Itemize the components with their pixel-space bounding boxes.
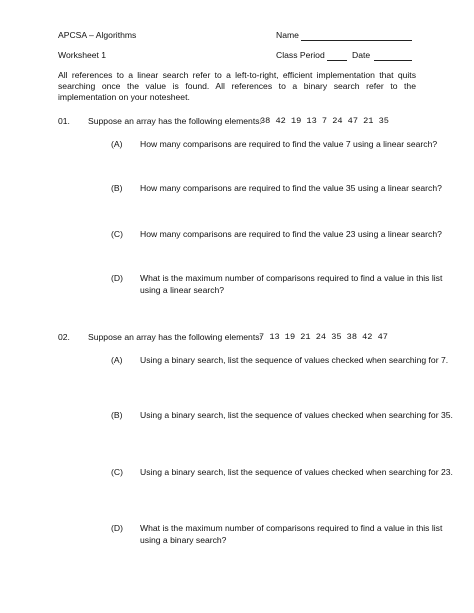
q1-number: 01. — [58, 116, 70, 126]
q2-part-text: Using a binary search, list the sequence of values checked when searching for 35. — [140, 410, 453, 420]
course-title: APCSA – Algorithms — [58, 30, 137, 40]
q1-part-text-line2: using a linear search? — [140, 285, 225, 295]
class-period-label: Class Period — [276, 50, 325, 60]
q1-part-label: (A) — [111, 139, 123, 149]
instructions: All references to a linear search refer to a left-to-right, efficient implementation that quits searching once the value is found. All references to a binary search refer to the implementation on your notesheet. — [58, 70, 416, 102]
date-blank[interactable] — [374, 60, 412, 61]
name-blank[interactable] — [301, 40, 412, 41]
q2-part-label: (A) — [111, 355, 123, 365]
class-period-blank[interactable] — [327, 60, 347, 61]
date-label: Date — [352, 50, 371, 60]
q2-prompt: Suppose an array has the following elements: — [88, 332, 262, 342]
q2-part-text: Using a binary search, list the sequence of values checked when searching for 23. — [140, 467, 453, 477]
name-label: Name — [276, 30, 299, 40]
q2-number: 02. — [58, 332, 70, 342]
q1-part-text: How many comparisons are required to find the value 35 using a linear search? — [140, 183, 442, 193]
q1-part-label: (D) — [111, 273, 123, 283]
q2-part-text-line1: What is the maximum number of comparisons required to find a value in this list — [140, 523, 443, 533]
q1-array: 38 42 19 13 7 24 47 21 35 — [260, 116, 389, 126]
q1-part-text: How many comparisons are required to find the value 23 using a linear search? — [140, 229, 442, 239]
q1-prompt: Suppose an array has the following elements: — [88, 116, 262, 126]
q1-part-text: How many comparisons are required to find the value 7 using a linear search? — [140, 139, 438, 149]
q2-part-label: (D) — [111, 523, 123, 533]
q1-part-text-line1: What is the maximum number of comparisons required to find a value in this list — [140, 273, 443, 283]
q2-part-label: (B) — [111, 410, 123, 420]
worksheet-title: Worksheet 1 — [58, 50, 107, 60]
q2-array: 7 13 19 21 24 35 38 42 47 — [259, 332, 388, 342]
q2-part-label: (C) — [111, 467, 123, 477]
q1-part-label: (C) — [111, 229, 123, 239]
q1-part-label: (B) — [111, 183, 123, 193]
q2-part-text-line2: using a binary search? — [140, 535, 227, 545]
q2-part-text: Using a binary search, list the sequence of values checked when searching for 7. — [140, 355, 449, 365]
